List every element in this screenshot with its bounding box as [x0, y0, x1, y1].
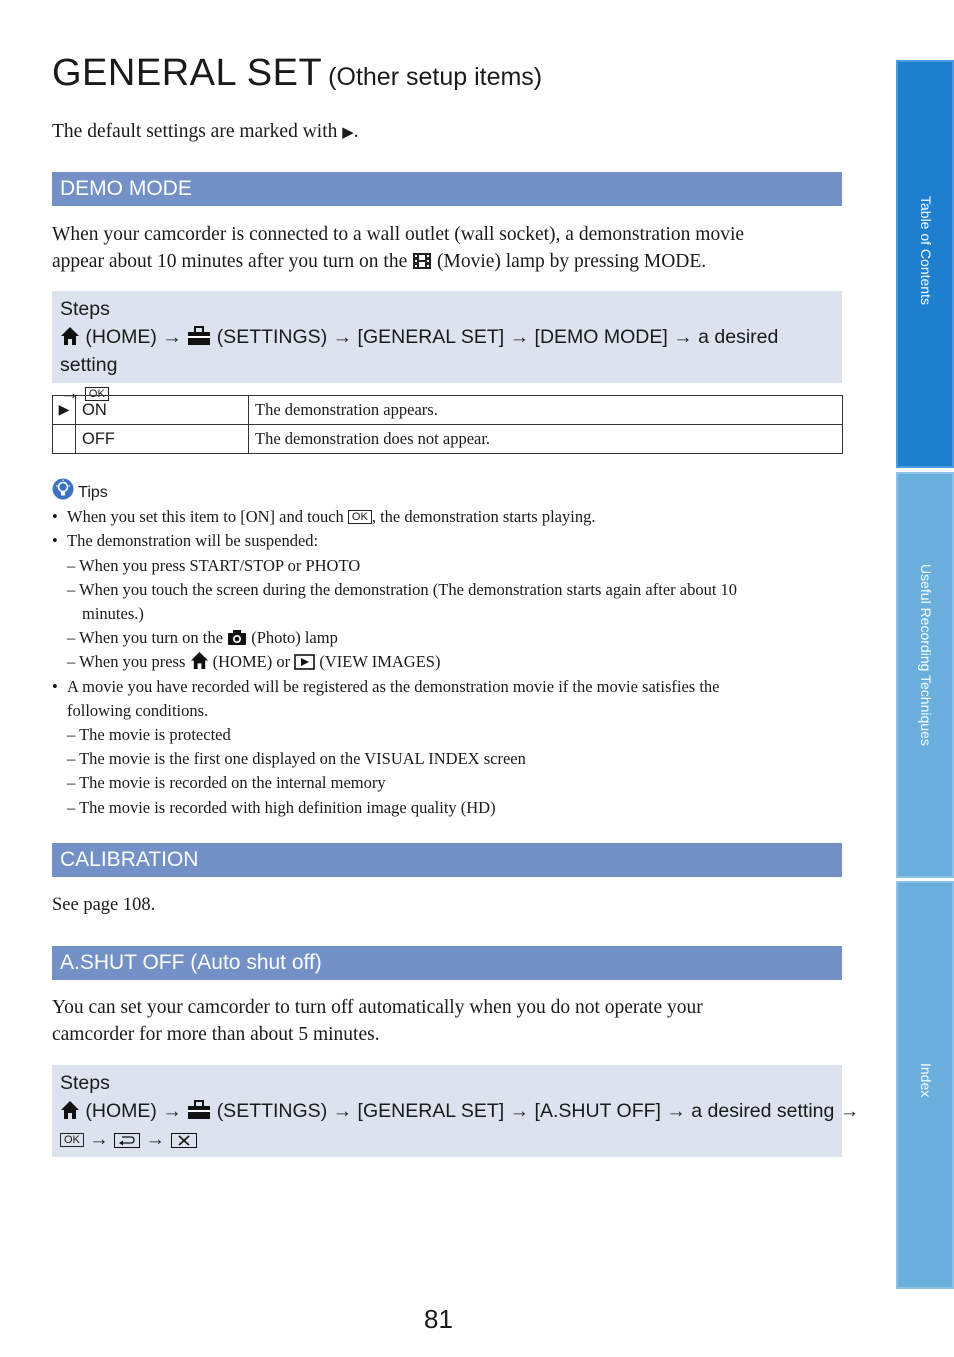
- table-row: [53, 396, 843, 425]
- arrow: →: [162, 1100, 182, 1122]
- demo-mode-description: [52, 221, 842, 275]
- shutoff-step-desired: a desired setting: [691, 1100, 835, 1122]
- arrow: →: [673, 326, 693, 348]
- home-icon: [60, 326, 80, 346]
- list-item: – When you press START/STOP or PHOTO: [67, 555, 361, 575]
- demo-options-table: [52, 395, 843, 454]
- title-sub: (Other setup items): [328, 63, 543, 91]
- page-number: 81: [424, 1304, 453, 1334]
- option-name: ON: [76, 396, 249, 425]
- ok-icon: OK: [60, 1133, 84, 1147]
- demo-step-desired: a desired setting: [60, 326, 779, 376]
- tip-d2-line2: minutes.): [82, 604, 144, 624]
- tip1-a: When you set this item to [ON] and touch: [67, 507, 344, 527]
- tip-d4-a: – When you press: [67, 652, 186, 672]
- tip-d4-b: (HOME) or: [212, 652, 291, 672]
- default-note-text: The default settings are marked with: [52, 121, 338, 142]
- list-item: – The movie is recorded with high definition image quality (HD): [67, 797, 496, 817]
- tab-label: Table of Contents: [918, 196, 934, 305]
- lightbulb-tips-icon: [52, 478, 74, 500]
- list-item: – The movie is the first one displayed on the VISUAL INDEX screen: [67, 749, 526, 769]
- movie-film-icon: [412, 252, 432, 270]
- demo-step-general: [GENERAL SET]: [357, 326, 505, 348]
- shutoff-description: [52, 994, 842, 1048]
- tab-useful-recording-techniques[interactable]: [896, 472, 954, 878]
- table-row: [53, 425, 843, 454]
- tip-d2-line1: – When you touch the screen during the demonstration (The demonstration starts again after about 10: [67, 579, 738, 599]
- shutoff-step-settings: (SETTINGS): [216, 1100, 328, 1122]
- arrow: →: [509, 1100, 530, 1122]
- list-item: [52, 578, 842, 626]
- view-images-icon: [294, 654, 315, 670]
- list-item: [52, 650, 842, 674]
- shutoff-para-line1: You can set your camcorder to turn off automatically when you do not operate your: [52, 997, 703, 1018]
- arrow: →: [509, 326, 530, 348]
- home-icon: [190, 651, 209, 670]
- default-note-end: .: [353, 121, 359, 142]
- tip1-b: , the demonstration starts playing.: [371, 507, 596, 527]
- tab-table-of-contents[interactable]: [896, 60, 954, 468]
- tab-label: Useful Recording Techniques: [918, 564, 934, 746]
- shutoff-steps-box: [52, 1065, 860, 1157]
- option-desc: The demonstration appears.: [249, 396, 843, 425]
- close-icon: [171, 1133, 197, 1148]
- tip-d3-b: (Photo) lamp: [251, 628, 338, 648]
- arrow: →: [666, 1100, 686, 1122]
- tip-b3-line2: following conditions.: [67, 700, 209, 720]
- tips-heading: [52, 478, 842, 505]
- arrow: →: [60, 382, 80, 404]
- shutoff-para-line2: camcorder for more than about 5 minutes.: [52, 1024, 380, 1045]
- tips-heading-text: Tips: [78, 484, 108, 501]
- toolbox-settings-icon: [187, 326, 211, 346]
- list-item: – The movie is recorded on the internal memory: [67, 773, 386, 793]
- calibration-text: See page 108.: [52, 895, 156, 915]
- arrow: →: [839, 1100, 860, 1122]
- demo-step-settings: (SETTINGS): [216, 326, 328, 348]
- shutoff-heading: A.SHUT OFF (Auto shut off): [52, 946, 842, 980]
- arrow: →: [89, 1128, 109, 1150]
- tip-b3-line1: A movie you have recorded will be registered as the demonstration movie if the movie satisfies the: [67, 676, 720, 696]
- default-marker-icon: ▶: [342, 125, 354, 141]
- default-note: [52, 118, 842, 147]
- demo-mode-heading: DEMO MODE: [52, 172, 842, 206]
- demo-para-line2b: (Movie) lamp by pressing MODE.: [436, 251, 707, 272]
- tip-d3-a: – When you turn on the: [67, 628, 223, 648]
- demo-steps-box: [52, 291, 842, 404]
- shutoff-steps-label: Steps: [60, 1072, 110, 1094]
- home-icon: [60, 1100, 80, 1120]
- calibration-heading: CALIBRATION: [52, 843, 842, 877]
- list-item: [52, 626, 842, 650]
- tip-d4-c: (VIEW IMAGES): [319, 652, 441, 672]
- shutoff-step-shut: [A.SHUT OFF]: [534, 1100, 661, 1122]
- demo-step-demo: [DEMO MODE]: [534, 326, 668, 348]
- ok-icon: OK: [85, 387, 109, 401]
- tab-index[interactable]: [896, 881, 954, 1289]
- arrow: →: [332, 1100, 353, 1122]
- list-item: [52, 675, 842, 723]
- ok-icon: OK: [348, 510, 372, 524]
- option-desc: The demonstration does not appear.: [249, 425, 843, 454]
- toolbox-settings-icon: [187, 1100, 211, 1120]
- arrow: →: [162, 326, 182, 348]
- default-marker-cell: [53, 425, 76, 454]
- tab-label: Index: [918, 1063, 934, 1098]
- option-name: OFF: [76, 425, 249, 454]
- demo-steps-label: Steps: [60, 298, 110, 320]
- page-title: [52, 52, 542, 95]
- camera-icon: [227, 629, 247, 646]
- shutoff-step-home: (HOME): [85, 1100, 157, 1122]
- arrow: →: [145, 1128, 166, 1150]
- list-item: – The movie is protected: [67, 725, 231, 745]
- list-item: • The demonstration will be suspended:: [52, 529, 842, 553]
- shutoff-step-general: [GENERAL SET]: [357, 1100, 505, 1122]
- return-icon: [114, 1133, 140, 1148]
- tips-section: [52, 478, 842, 820]
- demo-para-line1: When your camcorder is connected to a wall outlet (wall socket), a demonstration movie: [52, 224, 745, 245]
- demo-para-line2a: appear about 10 minutes after you turn on the: [52, 251, 408, 272]
- title-main: GENERAL SET: [52, 52, 323, 94]
- demo-step-home: (HOME): [85, 326, 157, 348]
- default-marker-cell: ▶: [53, 396, 76, 425]
- arrow: →: [332, 326, 353, 348]
- list-item: [52, 505, 842, 529]
